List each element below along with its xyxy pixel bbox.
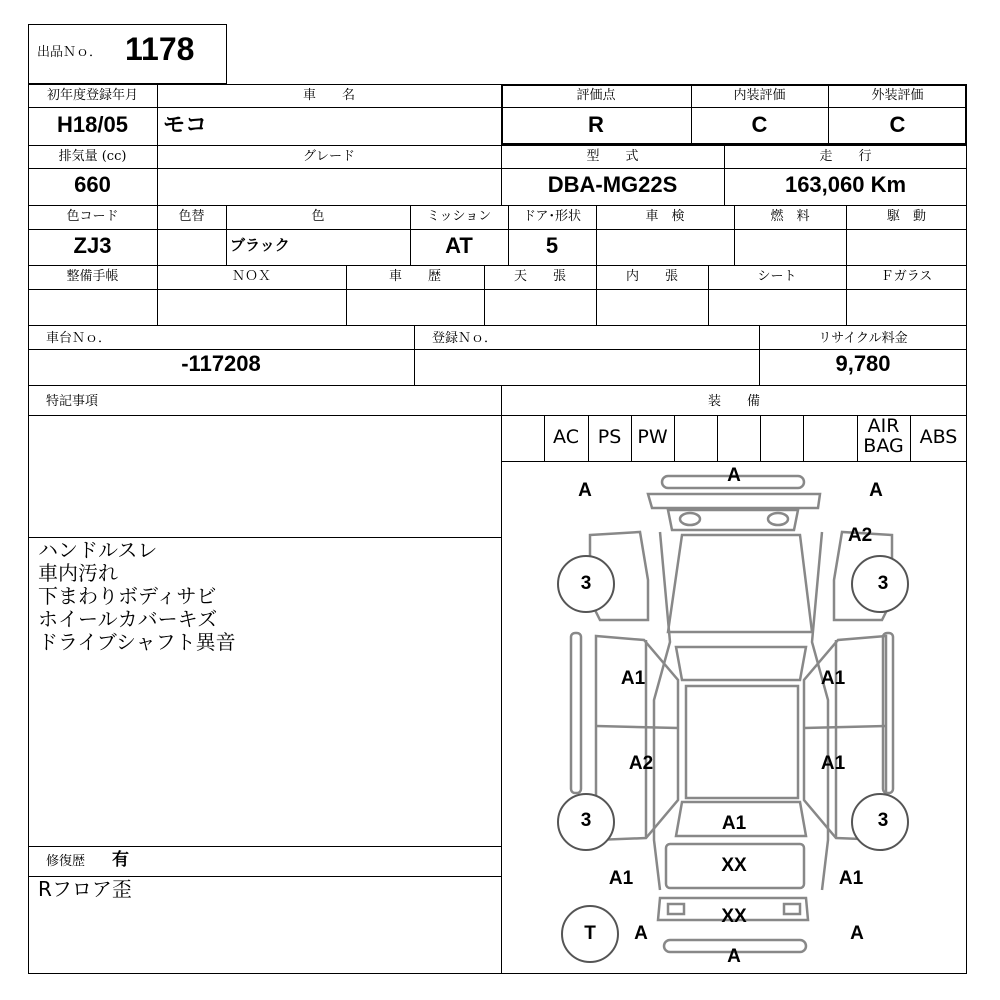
mark-front-left-wheel: 3: [580, 573, 592, 594]
remarks-label: 特記事項: [46, 394, 99, 409]
car-name-label: 車 名: [302, 88, 355, 103]
model-label: 型 式: [586, 149, 639, 164]
door-shape-value: 5: [545, 233, 559, 258]
repair-history-value: 有: [112, 850, 129, 869]
mark-front-right-wheel: 3: [877, 573, 889, 594]
interior-value: C: [751, 112, 768, 137]
interior-label: 内装評価: [733, 88, 786, 103]
mark-rear-bumper-top: XX: [721, 906, 747, 927]
mark-right-front-door: A1: [820, 668, 846, 689]
exterior-value: C: [889, 112, 906, 137]
mark-left-rear-door: A2: [628, 753, 654, 774]
car-name-value: モコ: [163, 112, 208, 137]
fglass-label: Ｆガラス: [880, 269, 933, 284]
mark-left-rear-quarter: A1: [608, 868, 634, 889]
inspection-label: 車 検: [645, 209, 685, 224]
repair-history-label: 修復歴: [46, 854, 86, 869]
color-value: ブラック: [230, 237, 290, 254]
seat-label: シート: [757, 269, 797, 284]
repair-note: Rフロア歪: [38, 877, 132, 901]
exterior-label: 外装評価: [871, 88, 924, 103]
remark-item-1: ハンドルスレ: [38, 538, 158, 562]
first-reg-label: 初年度登録年月: [46, 88, 138, 103]
score-label: 評価点: [576, 88, 616, 103]
mark-front-left-corner: A: [578, 480, 592, 501]
mark-right-rear-quarter: A1: [838, 868, 864, 889]
color-change-label: 色替: [178, 209, 205, 224]
nox-label: ＮＯＸ: [231, 269, 271, 284]
mark-right-rear-door: A1: [820, 753, 846, 774]
chassis-value: -117208: [181, 351, 261, 376]
color-label: 色: [311, 209, 325, 224]
color-code-label: 色コード: [66, 209, 119, 224]
equipment-pw: PW: [637, 426, 668, 448]
mark-tailgate: XX: [721, 855, 747, 876]
mark-hood-right: A2: [847, 525, 873, 546]
history-label: 車 歴: [388, 269, 441, 284]
lot-number: 1178: [125, 31, 195, 67]
lot-number-label: 出品Ｎｏ．: [37, 45, 103, 60]
model-value: DBA-MG22S: [547, 172, 678, 197]
first-reg-value: H18/05: [57, 112, 128, 137]
displacement-value: 660: [74, 172, 111, 197]
equipment-label: 装 備: [707, 394, 760, 409]
mark-front-bumper: A: [727, 465, 741, 486]
remark-item-2: 車内汚れ: [38, 561, 118, 585]
remark-item-5: ドライブシャフト異音: [38, 630, 236, 654]
remark-item-4: ホイールカバーキズ: [38, 607, 218, 631]
mark-rear-glass: A1: [721, 813, 747, 834]
mark-spare-tire: T: [584, 923, 596, 944]
transmission-label: ミッション: [426, 209, 492, 224]
fuel-label: 燃 料: [770, 209, 810, 224]
score-value: R: [588, 112, 604, 137]
mark-rear-bumper: A: [727, 946, 741, 967]
remark-item-3: 下まわりボディサビ: [38, 584, 217, 608]
displacement-label: 排気量 (cc): [58, 149, 127, 164]
mark-rear-left-corner: A: [634, 923, 648, 944]
maintenance-label: 整備手帳: [66, 269, 119, 284]
equipment-ps: PS: [597, 426, 622, 448]
reg-no-label: 登録Ｎｏ．: [432, 331, 498, 346]
color-code-value: ZJ3: [73, 233, 112, 258]
inner-label: 内 張: [625, 269, 678, 284]
equipment-airbag: AIR BAG: [863, 415, 904, 457]
transmission-value: AT: [445, 233, 473, 258]
mark-front-right-corner: A: [869, 480, 883, 501]
grade-label: グレード: [302, 149, 355, 164]
mark-left-front-door: A1: [620, 668, 646, 689]
chassis-label: 車台Ｎｏ．: [46, 331, 112, 346]
mileage-value: 163,060 Km: [784, 172, 907, 197]
equipment-abs: ABS: [919, 426, 958, 448]
roof-label: 天 張: [513, 269, 566, 284]
recycle-label: リサイクル料金: [818, 331, 908, 346]
equipment-ac: AC: [553, 426, 579, 448]
mileage-label: 走 行: [819, 149, 872, 164]
mark-rear-right-wheel: 3: [877, 810, 889, 831]
door-shape-label: ドア･形状: [522, 209, 582, 224]
mark-rear-right-corner: A: [850, 923, 864, 944]
mark-rear-left-wheel: 3: [580, 810, 592, 831]
recycle-value: 9,780: [835, 351, 891, 376]
drive-label: 駆 動: [886, 209, 926, 224]
